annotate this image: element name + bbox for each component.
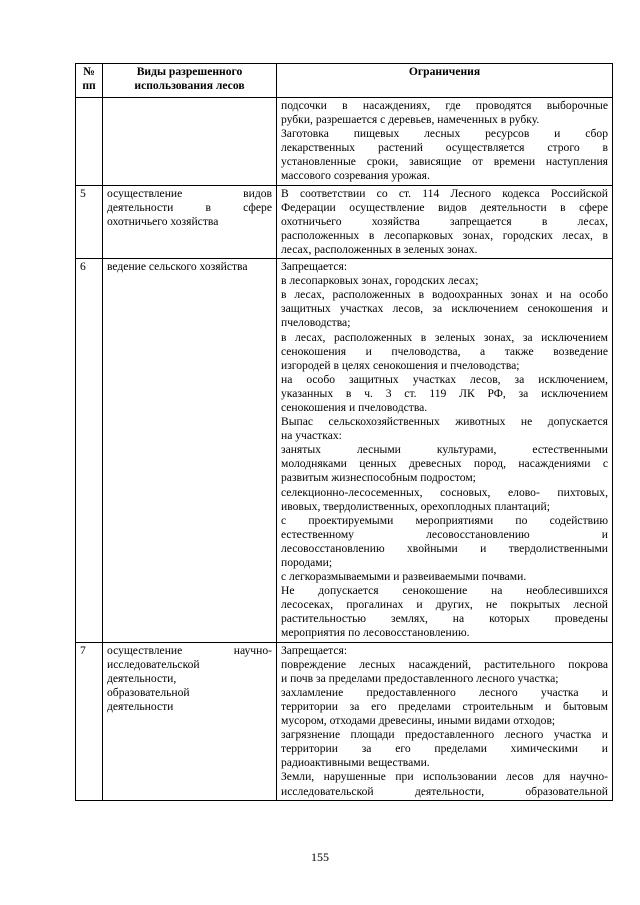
limits-line: селекционно-лесосеменных, сосновых, елово- пихтовых,: [281, 485, 608, 499]
usage-kind-line: деятельности,: [107, 671, 177, 685]
header-kind-line2: использования лесов: [134, 79, 245, 93]
usage-kind-cell: [103, 642, 277, 800]
limits-line: сенокошения и пчеловодства.: [281, 400, 428, 414]
table-row: [76, 642, 613, 800]
limits-line: установленные сроки, зависящие от времени наступления: [281, 155, 608, 169]
usage-kind-cell: [103, 98, 277, 186]
usage-kind-line: осуществление видов: [107, 186, 272, 200]
limits-line: исследовательской деятельности, образовательной: [281, 784, 608, 798]
limits-line: мусором, отходами древесины, иными видами отходов;: [281, 714, 556, 728]
limits-line: занятых лесными культурами, естественными: [281, 443, 608, 457]
limits-line: изгородей в целях сенокошения и пчеловодства;: [281, 358, 520, 372]
limits-line: Запрещается:: [281, 643, 348, 657]
limits-line: лесосеках, прогалинах и других, не покрытых лесной: [281, 598, 608, 612]
limits-line: массового созревания урожая.: [281, 169, 430, 183]
limits-line: с легкоразмываемыми и развеиваемыми почвами.: [281, 570, 527, 584]
table-row: [76, 98, 613, 186]
limits-line: с проектируемыми мероприятиями по содействию: [281, 513, 608, 527]
limits-line: захламление предоставленного лесного участка и: [281, 685, 608, 699]
limits-cell: [277, 98, 613, 186]
header-kind: [103, 64, 277, 98]
header-num-line1: №: [83, 65, 95, 78]
limits-line: сенокошения и пчеловодства, а также возведение: [281, 344, 608, 358]
limits-line: Выпас сельскохозяйственных животных не допускается: [281, 415, 608, 429]
usage-kind-line: образовательной: [107, 685, 190, 699]
limits-line: радиоактивными веществами.: [281, 756, 430, 770]
limits-line: расположенных в лесопарковых зонах, городских лесах, в: [281, 228, 608, 242]
header-num-line2: пп: [82, 79, 96, 93]
limits-line: развитым жизнеспособным подростом;: [281, 471, 476, 485]
header-limits: Ограничения: [277, 64, 613, 98]
limits-line: молодняками ценных древесных пород, насаждениями с: [281, 457, 608, 471]
limits-line: подсочки в насаждениях, где проводятся выборочные: [281, 99, 608, 112]
table-body: [76, 98, 613, 801]
usage-kind-line: ведение сельского хозяйства: [107, 260, 248, 274]
limits-line: в лесопарковых зонах, городских лесах;: [281, 274, 479, 288]
limits-line: в лесах, расположенных в зеленых зонах, за исключением: [281, 330, 608, 344]
limits-line: лесовосстановлению хвойными и твердолиственными: [281, 541, 608, 555]
limits-line: рубки, разрешается с деревьев, намеченных в рубку.: [281, 113, 540, 127]
usage-kind-cell: [103, 185, 277, 258]
limits-line: Федерации осуществление видов деятельности в сфере: [281, 200, 608, 214]
limits-line: на участках:: [281, 429, 342, 443]
row-number: [76, 98, 103, 186]
limits-line: пчеловодства;: [281, 316, 351, 330]
limits-line: ивовых, твердолиственных, орехоплодных плантаций;: [281, 499, 550, 513]
limits-line: лекарственных растений осуществляется строго в: [281, 141, 608, 155]
restrictions-table: [75, 63, 613, 801]
limits-cell: [277, 185, 613, 258]
row-number: 6: [76, 259, 103, 643]
limits-cell: [277, 642, 613, 800]
limits-line: территории за его пределами химическими и: [281, 742, 608, 756]
usage-kind-line: исследовательской: [107, 657, 200, 671]
row-number: 5: [76, 185, 103, 258]
limits-line: охотничьего хозяйства запрещается в лесах,: [281, 214, 608, 228]
limits-line: В соответствии со ст. 114 Лесного кодекса Российской: [281, 186, 608, 200]
limits-line: загрязнение площади предоставленного лесного участка и: [281, 728, 608, 742]
table-header-row: [76, 64, 613, 98]
limits-line: Запрещается:: [281, 260, 348, 274]
limits-line: мероприятия по лесовосстановлению.: [281, 626, 470, 640]
usage-kind-cell: [103, 259, 277, 643]
usage-kind-line: деятельности в сфере: [107, 200, 272, 214]
limits-line: Земли, нарушенные при использовании лесов для научно-: [281, 770, 608, 784]
limits-line: растительностью землях, на которых проведены: [281, 612, 608, 626]
header-num: [76, 64, 103, 98]
limits-line: защитных участках лесов, за исключением сенокошения и: [281, 302, 608, 316]
limits-cell: [277, 259, 613, 643]
row-number: 7: [76, 642, 103, 800]
limits-line: Заготовка пищевых лесных ресурсов и сбор: [281, 127, 608, 141]
limits-line: повреждение лесных насаждений, растительного покрова: [281, 657, 608, 671]
limits-line: в лесах, расположенных в водоохранных зонах и на особо: [281, 288, 608, 302]
limits-line: естественному лесовосстановлению и: [281, 527, 608, 541]
table-row: [76, 185, 613, 258]
limits-line: и почв за пределами предоставленного лесного участка;: [281, 671, 559, 685]
header-kind-line1: Виды разрешенного: [136, 65, 243, 78]
limits-line: Не допускается сенокошение на необлесившихся: [281, 584, 608, 598]
table-row: [76, 259, 613, 643]
limits-line: территории за его пределами строительным и бытовым: [281, 699, 608, 713]
page-number: 155: [311, 850, 329, 864]
usage-kind-line: охотничьего хозяйства: [107, 214, 219, 228]
limits-line: породами;: [281, 556, 333, 569]
limits-line: на особо защитных участках лесов, за исключением,: [281, 372, 608, 386]
limits-line: лесах, расположенных в зеленых зонах.: [281, 242, 478, 256]
usage-kind-line: осуществление научно-: [107, 643, 272, 657]
limits-line: указанных в ч. 3 ст. 119 ЛК РФ, за исключением: [281, 386, 608, 400]
usage-kind-line: деятельности: [107, 699, 174, 713]
